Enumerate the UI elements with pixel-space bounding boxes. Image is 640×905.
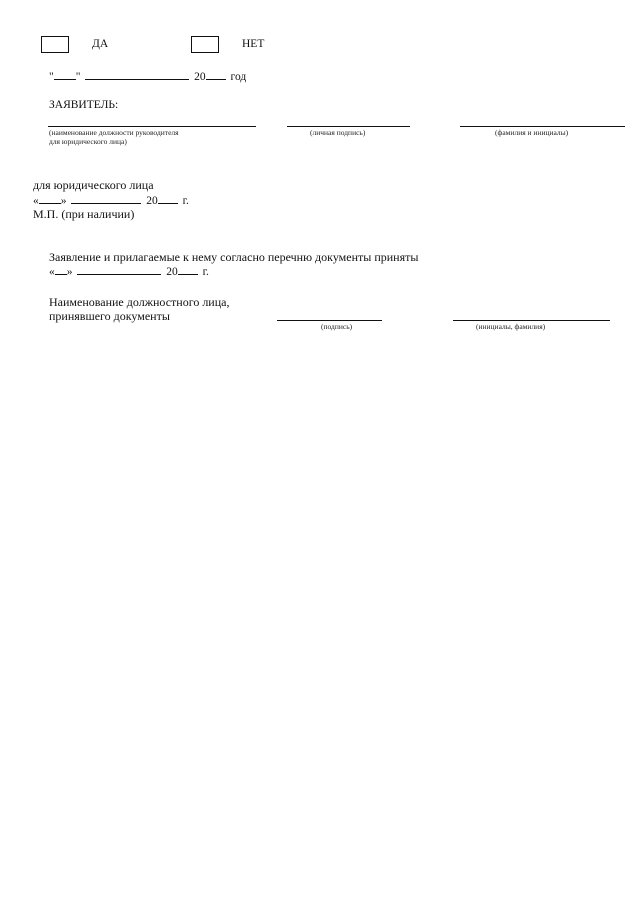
year-field[interactable]: [206, 69, 226, 80]
no-label: НЕТ: [242, 38, 265, 50]
day-field[interactable]: [54, 69, 76, 80]
day-field[interactable]: [39, 193, 61, 204]
position-line[interactable]: [48, 126, 256, 127]
year-field[interactable]: [158, 193, 178, 204]
date-close-quote: »: [66, 266, 73, 278]
acceptance-date: [49, 264, 209, 279]
date-open-quote: «: [33, 195, 39, 207]
year-suffix: г.: [202, 266, 209, 278]
yes-label: ДА: [92, 38, 109, 50]
year-prefix: 20: [146, 195, 158, 207]
official-signature-caption: (подпись): [321, 322, 353, 331]
official-name-line[interactable]: [453, 320, 610, 321]
month-field[interactable]: [77, 264, 161, 275]
application-date: [49, 69, 246, 84]
year-suffix: г.: [182, 195, 189, 207]
date-close-quote: ": [75, 71, 81, 83]
official-signature-line[interactable]: [277, 320, 382, 321]
no-checkbox[interactable]: [191, 36, 219, 53]
year-prefix: 20: [166, 266, 178, 278]
stamp-note: М.П. (при наличии): [33, 207, 135, 221]
month-field[interactable]: [85, 69, 189, 80]
month-field[interactable]: [71, 193, 141, 204]
position-caption-1: (наименование должности руководителя: [49, 128, 179, 137]
applicant-heading: ЗАЯВИТЕЛЬ:: [49, 99, 119, 111]
name-line[interactable]: [460, 126, 625, 127]
year-field[interactable]: [178, 264, 198, 275]
official-name-caption: (инициалы, фамилия): [476, 322, 546, 331]
year-prefix: 20: [194, 71, 206, 83]
position-caption-2: для юридического лица): [49, 137, 127, 146]
name-caption: (фамилия и инициалы): [495, 128, 569, 137]
legal-entity-label: для юридического лица: [33, 178, 154, 192]
date-open-quote: «: [49, 266, 55, 278]
year-suffix: год: [230, 71, 247, 83]
official-label-2: принявшего документы: [49, 309, 170, 323]
legal-entity-date: [33, 193, 189, 208]
date-open-quote: ": [49, 71, 54, 83]
signature-line[interactable]: [287, 126, 410, 127]
date-close-quote: »: [60, 195, 67, 207]
signature-caption: (личная подпись): [310, 128, 366, 137]
yes-checkbox[interactable]: [41, 36, 69, 53]
day-field[interactable]: [55, 264, 67, 275]
acceptance-statement: Заявление и прилагаемые к нему согласно перечню документы приняты: [49, 250, 419, 264]
official-label-1: Наименование должностного лица,: [49, 295, 230, 309]
